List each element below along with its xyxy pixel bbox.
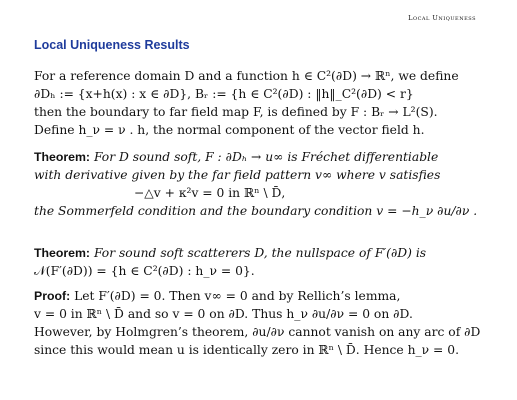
theorem-label: Theorem: — [34, 150, 91, 164]
theorem-2-line-2: 𝒩(F′(∂D)) = {h ∈ C²(∂D) : h_ν = 0}. — [34, 264, 255, 278]
running-head: Local Uniqueness — [408, 14, 476, 22]
intro-line-3: then the boundary to far field map F, is defined by F : Bᵣ → L²(S). — [34, 105, 438, 119]
proof-line-3: However, by Holmgren’s theorem, ∂u/∂ν cannot vanish on any arc of ∂D — [34, 325, 481, 339]
theorem-frechet — [34, 148, 484, 220]
section-title: Local Uniqueness Results — [34, 38, 190, 52]
intro-line-1: For a reference domain D and a function h ∈ C²(∂D) → ℝⁿ, we define — [34, 69, 459, 83]
intro-paragraph — [34, 67, 484, 139]
theorem-1-line-3: the Sommerfeld condition and the boundary condition v = −h_ν ∂u/∂ν . — [34, 204, 478, 218]
proof-line-1: Let F′(∂D) = 0. Then v∞ = 0 and by Rellich’s lemma, — [70, 289, 401, 303]
intro-line-2: ∂Dₕ := {x+h(x) : x ∈ ∂D}, Bᵣ := {h ∈ C²(∂D) : ‖h‖_C²(∂D) < r} — [34, 87, 414, 101]
theorem-2-line-1: For sound soft scatterers D, the nullspace of F′(∂D) is — [90, 246, 427, 260]
proof-label: Proof: — [34, 289, 71, 303]
helmholtz-equation: −△v + κ²v = 0 in ℝⁿ \ D̄, — [134, 186, 286, 200]
theorem-nullspace — [34, 244, 484, 280]
intro-line-4: Define h_ν = ν . h, the normal component of the vector field h. — [34, 123, 425, 137]
proof-line-2: v = 0 in ℝⁿ \ D̄ and so v = 0 on ∂D. Thus h_ν ∂u/∂ν = 0 on ∂D. — [34, 307, 413, 321]
theorem-1-line-2: with derivative given by the far field pattern v∞ where v satisfies — [34, 168, 441, 182]
proof-paragraph — [34, 287, 484, 359]
proof-line-4: since this would mean u is identically zero in ℝⁿ \ D̄. Hence h_ν = 0. — [34, 343, 459, 357]
theorem-label: Theorem: — [34, 246, 91, 260]
theorem-1-line-1: For D sound soft, F : ∂Dₕ → u∞ is Fréchet differentiable — [90, 150, 439, 164]
